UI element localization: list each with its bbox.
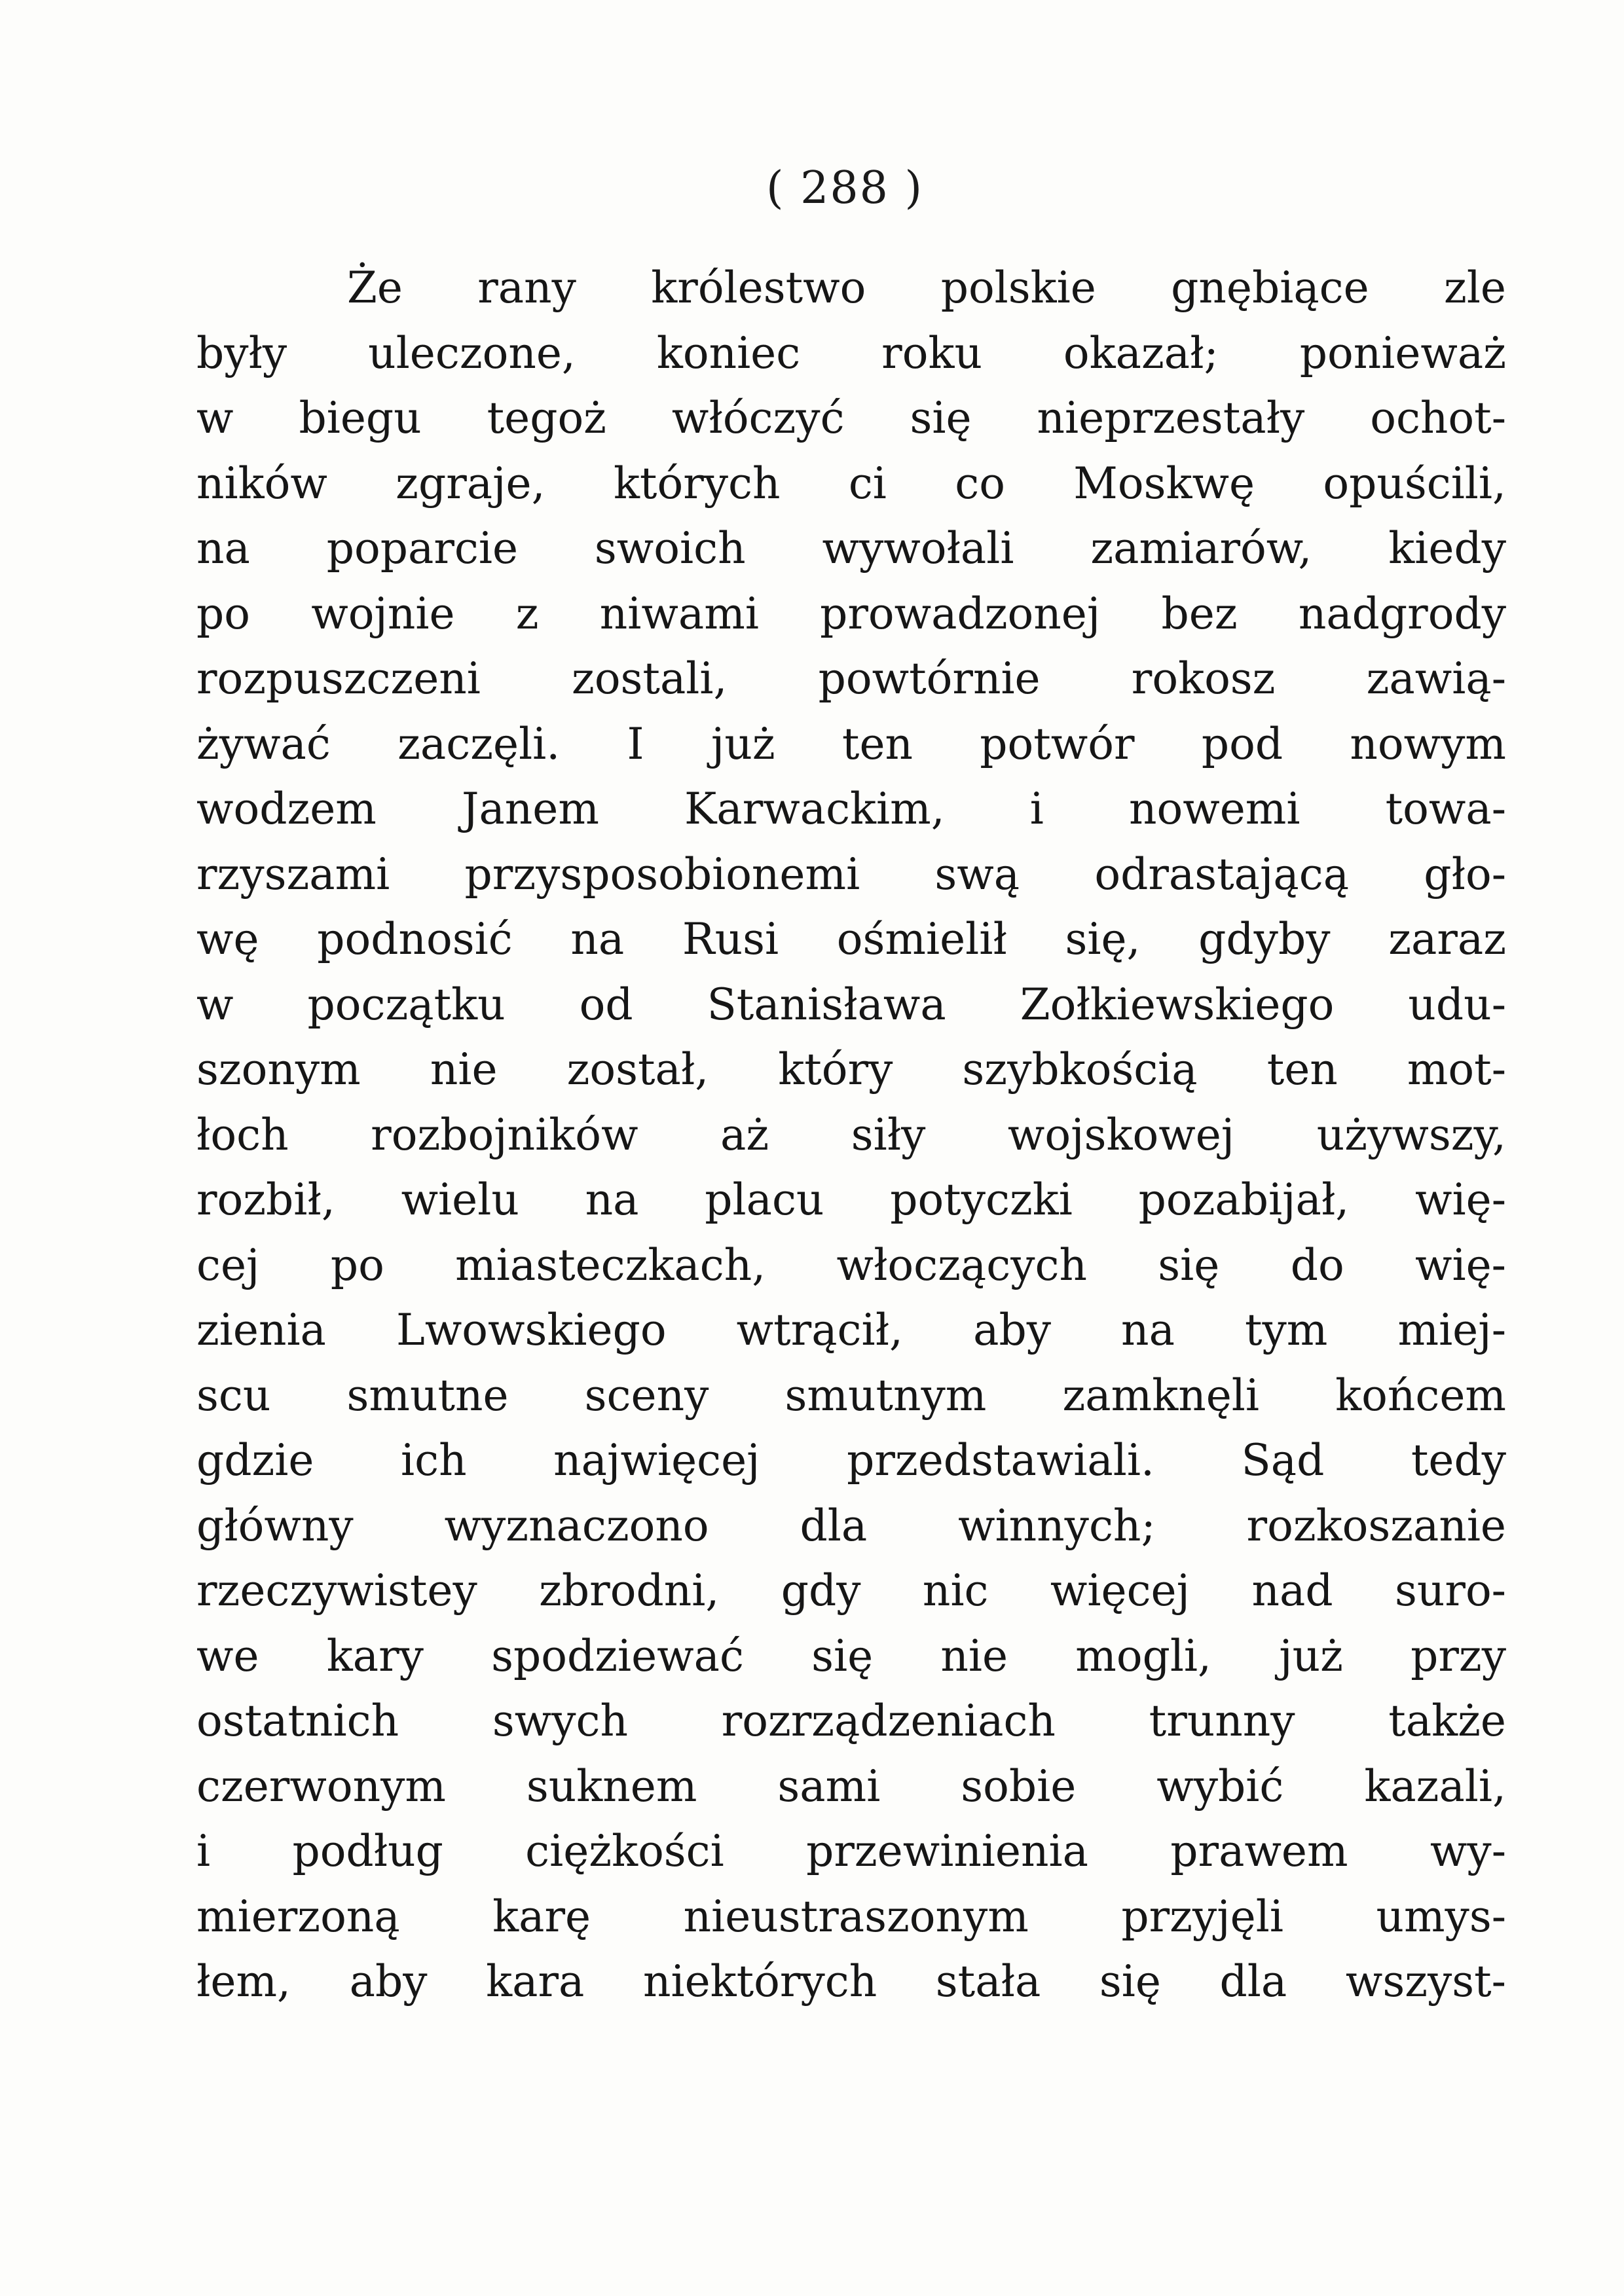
text-line: ostatnich swych rozrządzeniach trunny także xyxy=(196,1696,1506,1746)
text-line: gdzie ich najwięcej przedstawiali. Sąd tedy xyxy=(196,1435,1506,1485)
text-line: żywać zaczęli. I już ten potwór pod nowym xyxy=(196,718,1506,769)
text-line: rzyszami przysposobionemi swą odrastającą gło- xyxy=(196,848,1506,900)
text-line: po wojnie z niwami prowadzonej bez nadgrody xyxy=(196,588,1506,639)
text-line: mierzoną karę nieustraszonym przyjęli umys- xyxy=(196,1891,1506,1942)
text-line: cej po miasteczkach, włoczących się do wię- xyxy=(196,1239,1506,1290)
text-line: scu smutne sceny smutnym zamknęli końcem xyxy=(196,1370,1506,1421)
text-line: były uleczone, koniec roku okazał; ponieważ xyxy=(196,327,1506,378)
text-line: łem, aby kara niektórych stała się dla wszyst- xyxy=(196,1956,1506,2007)
text-line: łoch rozbojników aż siły wojskowej używszy, xyxy=(196,1109,1506,1160)
text-line: rzeczywistey zbrodni, gdy nic więcej nad suro- xyxy=(196,1565,1506,1616)
text-line: i podług ciężkości przewinienia prawem wy- xyxy=(196,1826,1506,1876)
text-line: szonym nie został, który szybkością ten mot- xyxy=(196,1044,1506,1095)
text-line: ników zgraje, których ci co Moskwę opuścili, xyxy=(196,458,1506,509)
page-number: ( 288 ) xyxy=(766,162,924,214)
text-line: główny wyznaczono dla winnych; rozkoszanie xyxy=(196,1500,1506,1551)
text-line: w biegu tegoż włóczyć się nieprzestały ochot- xyxy=(196,393,1506,443)
text-line: czerwonym suknem sami sobie wybić kazali, xyxy=(196,1760,1506,1812)
text-line: rozbił, wielu na placu potyczki pozabijał, wię- xyxy=(196,1175,1506,1225)
text-line: rozpuszczeni zostali, powtórnie rokosz zawią- xyxy=(196,653,1506,704)
text-line: na poparcie swoich wywołali zamiarów, kiedy xyxy=(196,523,1506,574)
body-text xyxy=(196,255,1506,2014)
text-line: Że rany królestwo polskie gnębiące zle xyxy=(347,263,1506,313)
text-line: wodzem Janem Karwackim, i nowemi towa- xyxy=(196,784,1506,834)
text-line: w początku od Stanisława Zołkiewskiego udu- xyxy=(196,979,1506,1030)
text-line: wę podnosić na Rusi ośmielił się, gdyby zaraz xyxy=(196,914,1506,964)
text-line: zienia Lwowskiego wtrącił, aby na tym miej- xyxy=(196,1305,1506,1355)
text-line: we kary spodziewać się nie mogli, już przy xyxy=(196,1630,1506,1681)
